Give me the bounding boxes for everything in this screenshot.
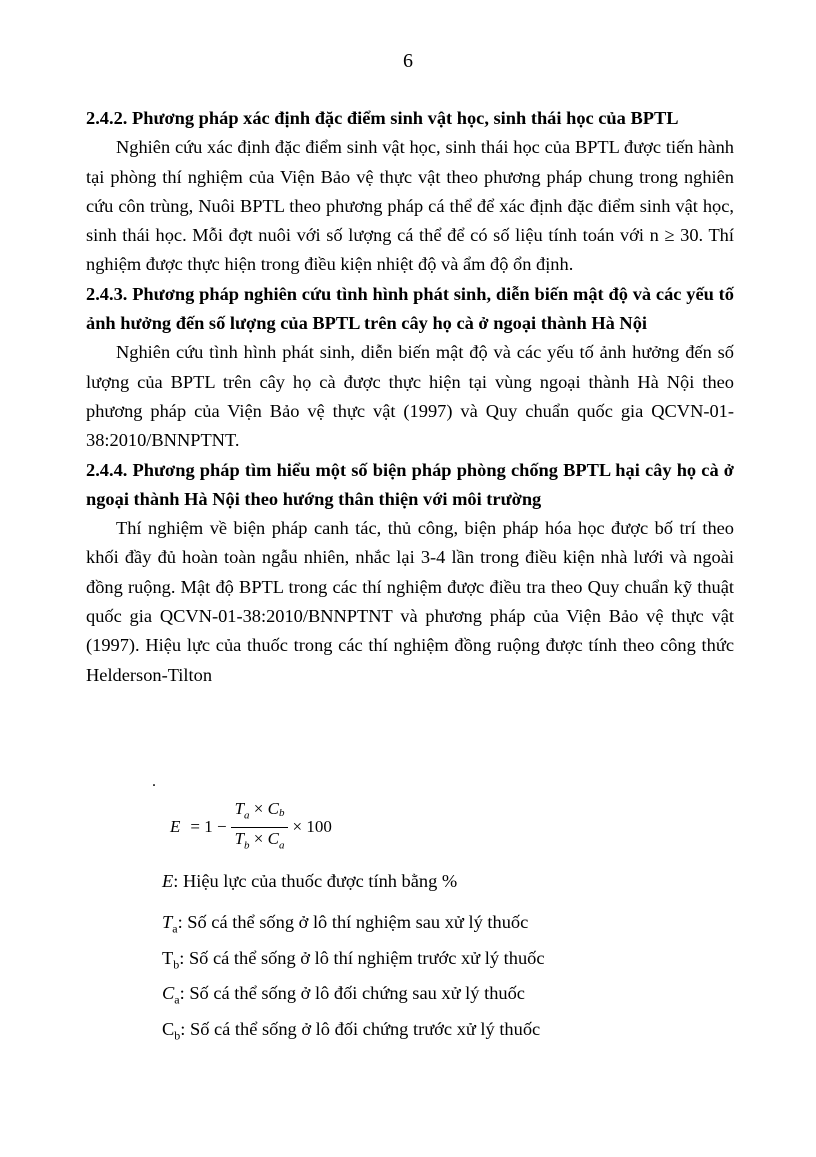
formula-dot: . [152,773,156,790]
legend-text: : Hiệu lực của thuốc được tính bằng % [173,871,458,891]
numerator-c: C [267,799,279,819]
denominator-c: C [267,828,279,848]
document-body [86,104,734,690]
denominator-t-sub: b [244,838,250,851]
formula-tail: × 100 [292,817,332,836]
legend-symbol: E [162,871,174,891]
legend-text: : Số cá thể sống ở lô đối chứng trước xử lý thuốc [180,1019,541,1040]
section-paragraph-2-4-2: Nghiên cứu xác định đặc điểm sinh vật học, sinh thái học của BPTL được tiến hành tại phòng thí nghiệm của Viện Bảo vệ thực vật theo phương pháp chung trong nghiên cứu côn trùng, Nuôi BPTL theo phương pháp cá thể để xác định đặc điểm sinh vật học, sinh thái học. Mỗi đợt nuôi với số lượng cá thể để có số liệu tính toán với n ≥ 30. Thí nghiệm được thực hiện trong điều kiện nhiệt độ và ẩm độ ổn định. [86,137,734,275]
legend-symbol: C [162,1019,175,1040]
legend-row-e [162,867,722,896]
denominator-times: × [253,828,264,848]
legend-subscript: b [174,1028,181,1043]
legend-symbol: C [162,983,175,1004]
legend-subscript: a [172,921,178,936]
denominator-c-sub: a [278,838,285,851]
legend-symbol: T [162,912,173,932]
legend-text: : Số cá thể sống ở lô thí nghiệm trước xử lý thuốc [179,947,545,968]
legend-subscript: a [174,993,180,1008]
formula-fraction [231,798,289,856]
section-paragraph-2-4-3: Nghiên cứu tình hình phát sinh, diễn biến mật độ và các yếu tố ảnh hưởng đến số lượng của BPTL trên cây họ cà được thực hiện tại vùng ngoại thành Hà Nội theo phương pháp của Viện Bảo vệ thực vật (1997) và Quy chuẩn quốc gia QCVN-01-38:2010/BNNPTNT. [86,342,734,451]
formula-lhs: E [170,817,181,836]
legend-row-ta [162,908,722,944]
formula-equals: = 1 − [190,817,227,836]
legend-row-ca [162,979,722,1015]
formula-numerator [231,798,289,827]
numerator-t: T [234,799,245,819]
legend-row-tb [162,944,722,980]
henderson-tilton-formula [170,799,332,852]
legend-symbol: T [162,947,174,968]
formula-legend [162,867,722,1051]
section-heading-2-4-2: 2.4.2. Phương pháp xác định đặc điểm sinh vật học, sinh thái học của BPTL [86,108,679,128]
numerator-times: × [253,799,264,819]
numerator-t-sub: a [244,809,250,822]
formula-denominator [231,828,289,856]
legend-text: : Số cá thể sống ở lô đối chứng sau xử lý thuốc [179,983,525,1004]
section-heading-2-4-4: 2.4.4. Phương pháp tìm hiểu một số biện pháp phòng chống BPTL hại cây họ cà ở ngoại thành Hà Nội theo hướng thân thiện với môi trường [86,459,734,509]
legend-text: : Số cá thể sống ở lô thí nghiệm sau xử lý thuốc [177,912,529,932]
numerator-c-sub: b [278,807,285,820]
denominator-t: T [234,828,245,848]
legend-subscript: b [173,957,180,972]
page-number: 6 [403,50,413,72]
section-heading-2-4-3: 2.4.3. Phương pháp nghiên cứu tình hình phát sinh, diễn biến mật độ và các yếu tố ảnh hưởng đến số lượng của BPTL trên cây họ cà ở ngoại thành Hà Nội [86,283,734,334]
section-paragraph-2-4-4: Thí nghiệm về biện pháp canh tác, thủ công, biện pháp hóa học được bố trí theo khối đầy đủ hoàn toàn ngẫu nhiên, nhắc lại 3-4 lần trong điều kiện nhà lưới và ngoài đồng ruộng. Mật độ BPTL trong các thí nghiệm được điều tra theo Quy chuẩn kỹ thuật quốc gia QCVN-01-38:2010/BNNPTNT và phương pháp của Viện Bảo vệ thực vật (1997). Hiệu lực của thuốc trong các thí nghiệm đồng ruộng được tính theo công thức Helderson-Tilton [86,518,734,685]
legend-row-cb [162,1015,722,1051]
